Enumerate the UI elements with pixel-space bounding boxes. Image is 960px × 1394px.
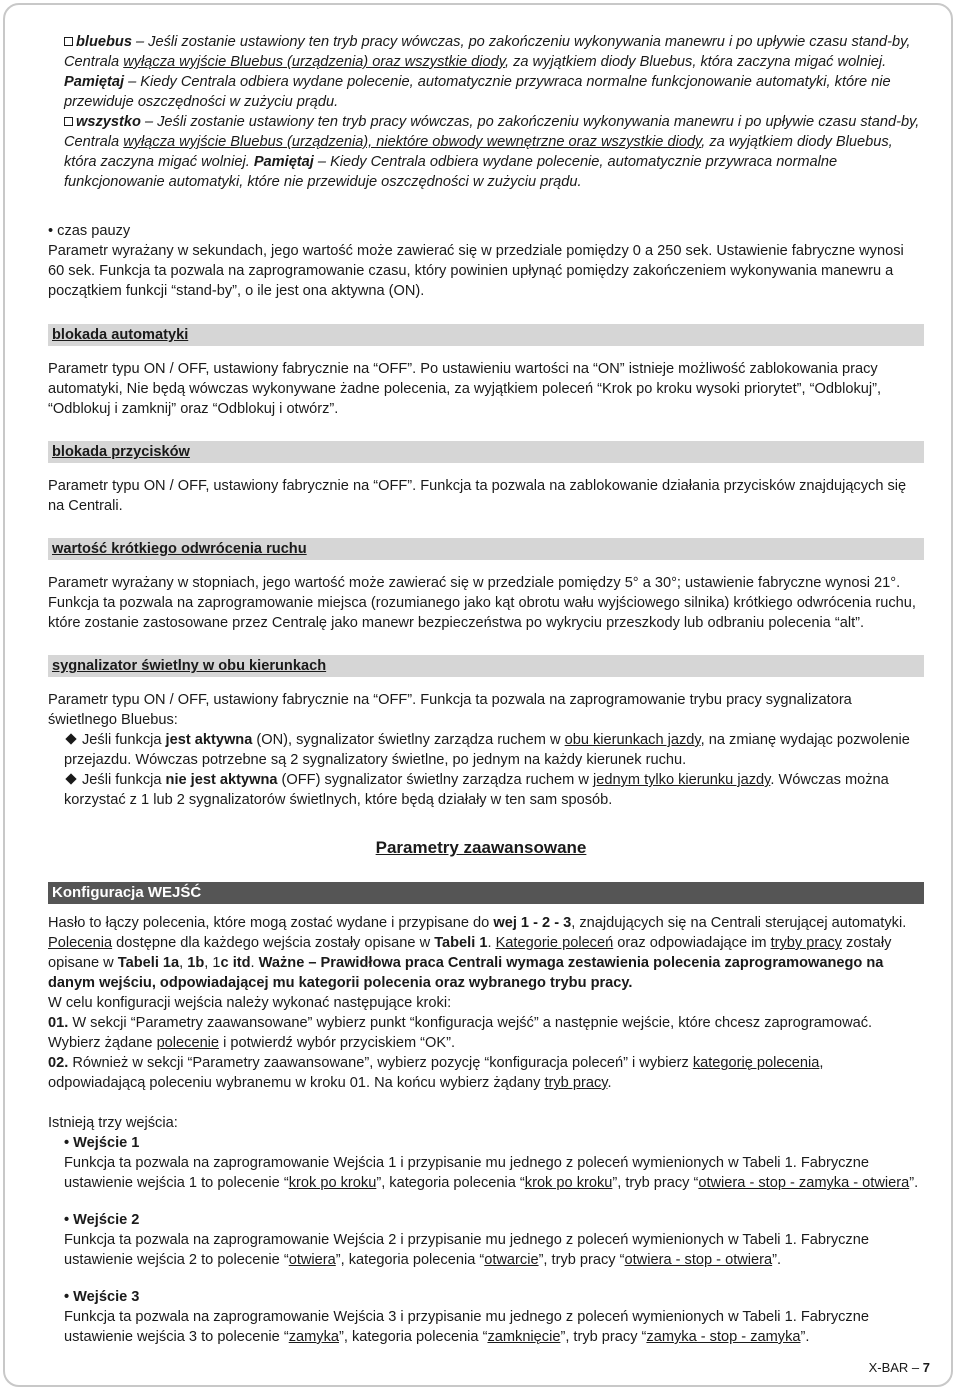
section-text: Parametr typu ON / OFF, ustawiony fabrycznie na “OFF”. Funkcja ta pozwala na zablokowanie działania przycisków znajdujących się na Centrali. bbox=[48, 478, 907, 514]
mode-title: bluebus bbox=[76, 34, 132, 50]
advanced-title: Parametry zaawansowane bbox=[375, 838, 587, 857]
input-entry bbox=[48, 1210, 924, 1270]
input-heading: • Wejście 1 bbox=[64, 1135, 140, 1151]
signal-intro: Parametr typu ON / OFF, ustawiony fabrycznie na “OFF”. Funkcja ta pozwala na zaprogramowanie trybu pracy sygnalizatora świetlnego Bluebus: bbox=[48, 692, 852, 728]
section-bar bbox=[48, 538, 924, 560]
config-paragraph: Polecenia dostępne dla każdego wejścia zostały opisane w Tabeli 1. Kategorie poleceń oraz odpowiadające im tryby pracy zostały opisane w Tabeli 1a, 1b, 1c itd. Ważne – Prawidłowa praca Centrali wymaga zestawienia polecenia zaprogramowanego na danym wejściu, odpowiadającej mu kategorii polecenia oraz wybranego trybu pracy. bbox=[48, 935, 892, 991]
note-label: Pamiętaj bbox=[253, 154, 314, 170]
pause-text: Parametr wyrażany w sekundach, jego wartość może zawierać się w przedziale pomiędzy 0 a 250 sek. Ustawienie fabryczne wynosi 60 sek. Funkcja ta pozwala na zaprogramowanie czasu, który powinien upłynąć pomiędzy zakończeniem wykonywania manewru a początkiem funkcji “stand-by”, o ile jest ona aktywna (ON). bbox=[48, 243, 904, 299]
mode-bluebus bbox=[48, 32, 924, 112]
config-paragraph: Hasło to łączy polecenia, które mogą zostać wydane i przypisane do wej 1 - 2 - 3, znajdujących się na Centrali sterującej automatyki. bbox=[48, 915, 907, 931]
signal-item: Jeśli funkcja jest aktywna (ON), sygnalizator świetlny zarządza ruchem w obu kierunkach jazdy, na zmianę wydając pozwolenie przejazdu. Wówczas potrzebne są 2 sygnalizatory świetlne, po jednym na każdy kierunek ruchu. bbox=[64, 732, 910, 768]
mode-title: wszystko bbox=[76, 114, 141, 130]
config-step: 01. W sekcji “Parametry zaawansowane” wybierz punkt “konfiguracja wejść” a następnie wejście, które chcesz zaprogramować. Wybierz żądane polecenie i potwierdź wybór przyciskiem “OK”. bbox=[48, 1015, 873, 1051]
mode-text: – Jeśli zostanie ustawiony ten tryb pracy wówczas, po zakończeniu wykonywania manewru i po upływie czasu stand-by, Centrala bbox=[64, 114, 920, 150]
input-text: Funkcja ta pozwala na zaprogramowanie Wejścia 1 i przypisanie mu jednego z poleceń wymienionych w Tabeli 1. Fabryczne ustawienie wejścia 1 to polecenie “krok po kroku”, kategoria polecenia “krok po kroku”, tryb pracy “otwiera - stop - zamyka - otwiera”. bbox=[64, 1155, 919, 1191]
note-text: – Kiedy Centrala odbiera wydane polecenie, automatycznie przywraca normalne funkcjonowanie automatyki, które nie przewiduje oszczędności w zużyciu prądu. bbox=[64, 154, 838, 190]
section-title: wartość krótkiego odwrócenia ruchu bbox=[52, 541, 307, 557]
inputs-intro: Istnieją trzy wejścia: bbox=[48, 1115, 178, 1131]
mode-text: , za wyjątkiem diody Bluebus, która zaczyna migać wolniej. bbox=[64, 134, 893, 170]
section-bar bbox=[48, 655, 924, 677]
checkbox-icon bbox=[64, 37, 73, 46]
config-title: Konfiguracja WEJŚĆ bbox=[52, 884, 202, 901]
input-heading: • Wejście 2 bbox=[64, 1212, 140, 1228]
section-text: Parametr wyrażany w stopniach, jego wartość może zawierać się w przedziale pomiędzy 5° a 30°; ustawienie fabryczne wynosi 21°. Funkcja ta pozwala na zaprogramowanie miejsca (rozumianego jako kąt obrotu wału wyjściowego silnika) krótkiego odwrócenia ruchu, które zostanie zastosowane przez Centralę jako manewr bezpieczeństwa po wykryciu przeszkody lub odbraniu polecenia “alt”. bbox=[48, 575, 916, 631]
section-bar bbox=[48, 441, 924, 463]
section-text: Parametr typu ON / OFF, ustawiony fabrycznie na “OFF”. Po ustawieniu wartości na “ON” istnieje możliwość zablokowania pracy automatyki, Nie będą wówczas wykonywane żadne polecenia, za wyjątkiem poleceń “Krok po kroku wysoki priorytet”, “Odblokuj”, “Odblokuj i zamknij” oraz “Odblokuj i otwórz”. bbox=[48, 361, 882, 417]
diamond-bullet-icon bbox=[65, 733, 76, 744]
pause-heading: • czas pauzy bbox=[48, 223, 131, 239]
mode-text: , za wyjątkiem diody Bluebus, która zaczyna migać wolniej. bbox=[504, 54, 887, 70]
section-title: blokada przycisków bbox=[52, 444, 190, 460]
section-title: sygnalizator świetlny w obu kierunkach bbox=[52, 658, 327, 674]
note-label: Pamiętaj bbox=[64, 74, 125, 90]
mode-link: wyłącza wyjście Bluebus (urządzenia), niektóre obwody wewnętrzne oraz wszystkie diody bbox=[123, 134, 702, 150]
input-entry bbox=[48, 1287, 924, 1347]
page-number: 7 bbox=[922, 1360, 930, 1375]
input-text: Funkcja ta pozwala na zaprogramowanie Wejścia 2 i przypisanie mu jednego z poleceń wymienionych w Tabeli 1. Fabryczne ustawienie wejścia 2 to polecenie “otwiera”, kategoria polecenia “otwarcie”, tryb pracy “otwiera - stop - otwiera”. bbox=[64, 1232, 869, 1268]
mode-text: – Jeśli zostanie ustawiony ten tryb pracy wówczas, po zakończeniu wykonywania manewru i po upływie czasu stand-by, Centrala bbox=[64, 34, 911, 70]
note-text: – Kiedy Centrala odbiera wydane polecenie, automatycznie przywraca normalne funkcjonowanie automatyki, które nie przewiduje oszczędności w zużyciu prądu. bbox=[64, 74, 891, 110]
config-paragraph: W celu konfiguracji wejścia należy wykonać następujące kroki: bbox=[48, 995, 452, 1011]
input-heading: • Wejście 3 bbox=[64, 1289, 140, 1305]
input-entry bbox=[48, 1133, 924, 1193]
document-body bbox=[48, 32, 924, 1347]
config-step: 02. Również w sekcji “Parametry zaawansowane”, wybierz pozycję “konfiguracja poleceń” i wybierz kategorię polecenia, odpowiadającą poleceniu wybranemu w kroku 01. Na końcu wybierz żądany tryb pracy. bbox=[48, 1055, 824, 1091]
input-text: Funkcja ta pozwala na zaprogramowanie Wejścia 3 i przypisanie mu jednego z poleceń wymienionych w Tabeli 1. Fabryczne ustawienie wejścia 3 to polecenie “zamyka”, kategoria polecenia “zamknięcie”, tryb pracy “zamyka - stop - zamyka”. bbox=[64, 1309, 869, 1345]
page-footer bbox=[869, 1360, 930, 1375]
signal-item: Jeśli funkcja nie jest aktywna (OFF) sygnalizator świetlny zarządza ruchem w jednym tylko kierunku jazdy. Wówczas można korzystać z 1 lub 2 sygnalizatorów świetlnych, które będą działały w ten sam sposób. bbox=[64, 772, 889, 808]
diamond-bullet-icon bbox=[65, 773, 76, 784]
footer-product: X-BAR – bbox=[868, 1360, 923, 1375]
checkbox-icon bbox=[64, 117, 73, 126]
config-bar bbox=[48, 882, 924, 904]
mode-wszystko bbox=[48, 112, 924, 192]
mode-link: wyłącza wyjście Bluebus (urządzenia) oraz wszystkie diody bbox=[123, 54, 505, 70]
section-title: blokada automatyki bbox=[52, 327, 189, 343]
section-bar bbox=[48, 324, 924, 346]
